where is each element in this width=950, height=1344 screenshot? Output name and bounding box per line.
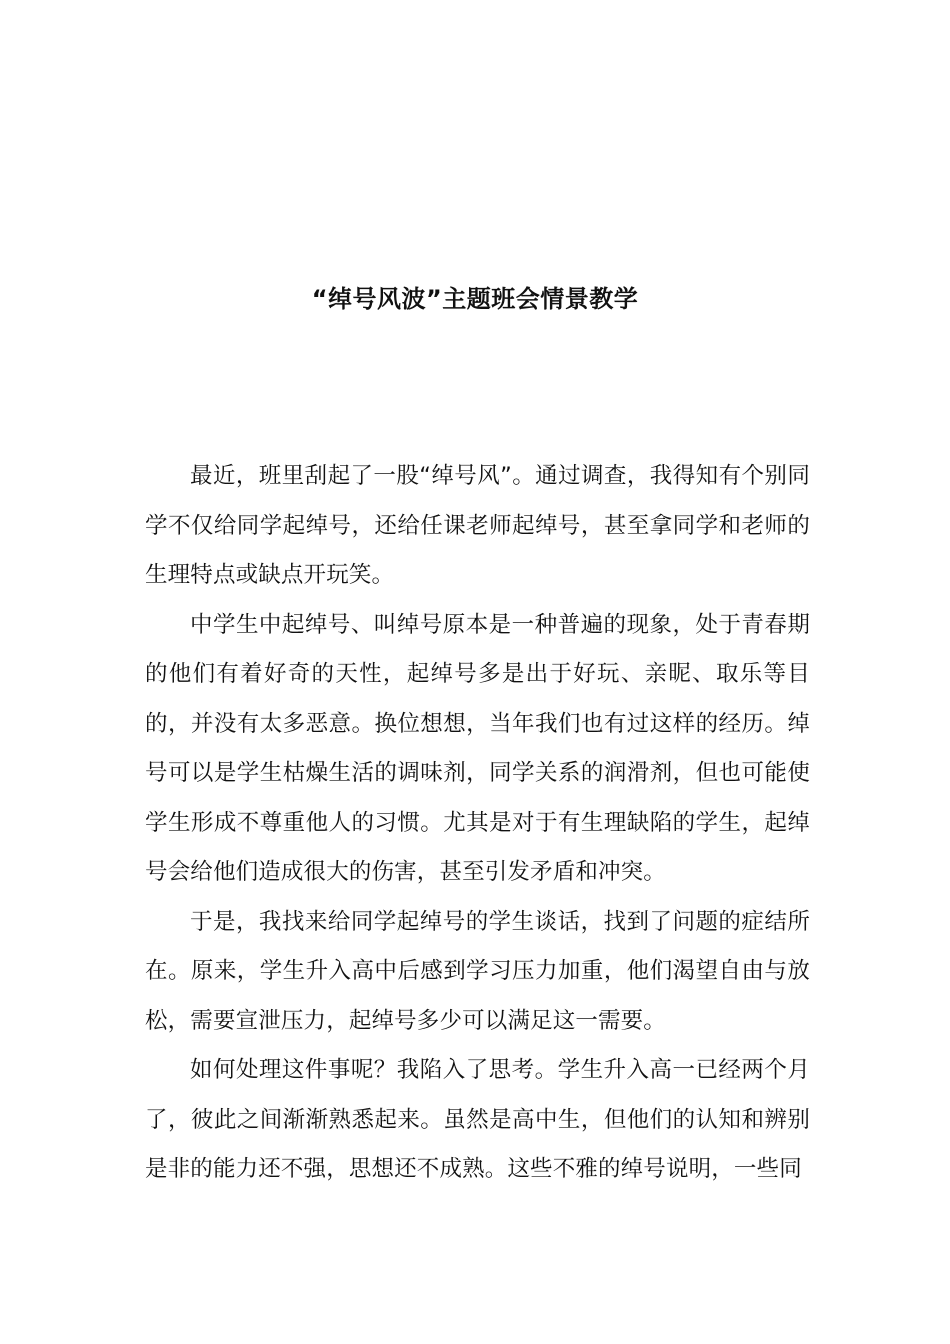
paragraph-1: 最近，班里刮起了一股“绰号风”。通过调查，我得知有个别同学不仅给同学起绰号，还给任课老师起绰号，甚至拿同学和老师的生理特点或缺点开玩笑。: [145, 463, 810, 588]
paragraph-3: 于是，我找来给同学起绰号的学生谈话，找到了问题的症结所在。原来，学生升入高中后感到学习压力加重，他们渴望自由与放松，需要宣泄压力，起绰号多少可以满足这一需要。: [145, 908, 810, 1034]
paragraph-2: 中学生中起绰号、叫绰号原本是一种普遍的现象，处于青春期的他们有着好奇的天性，起绰号多是出于好玩、亲昵、取乐等目的，并没有太多恶意。换位想想，当年我们也有过这样的经历。绰号可以是学生枯燥生活的调味剂，同学关系的润滑剂，但也可能使学生形成不尊重他人的习惯。尤其是对于有生理缺陷的学生，起绰号会给他们造成很大的伤害，甚至引发矛盾和冲突。: [145, 611, 810, 885]
paragraph-4: 如何处理这件事呢？我陷入了思考。学生升入高一已经两个月了，彼此之间渐渐熟悉起来。虽然是高中生，但他们的认知和辨别是非的能力还不强，思想还不成熟。这些不雅的绰号说明，一些同: [145, 1057, 810, 1182]
document-body: [145, 452, 810, 1195]
document-title: “绰号风波”主题班会情景教学: [311, 285, 639, 313]
